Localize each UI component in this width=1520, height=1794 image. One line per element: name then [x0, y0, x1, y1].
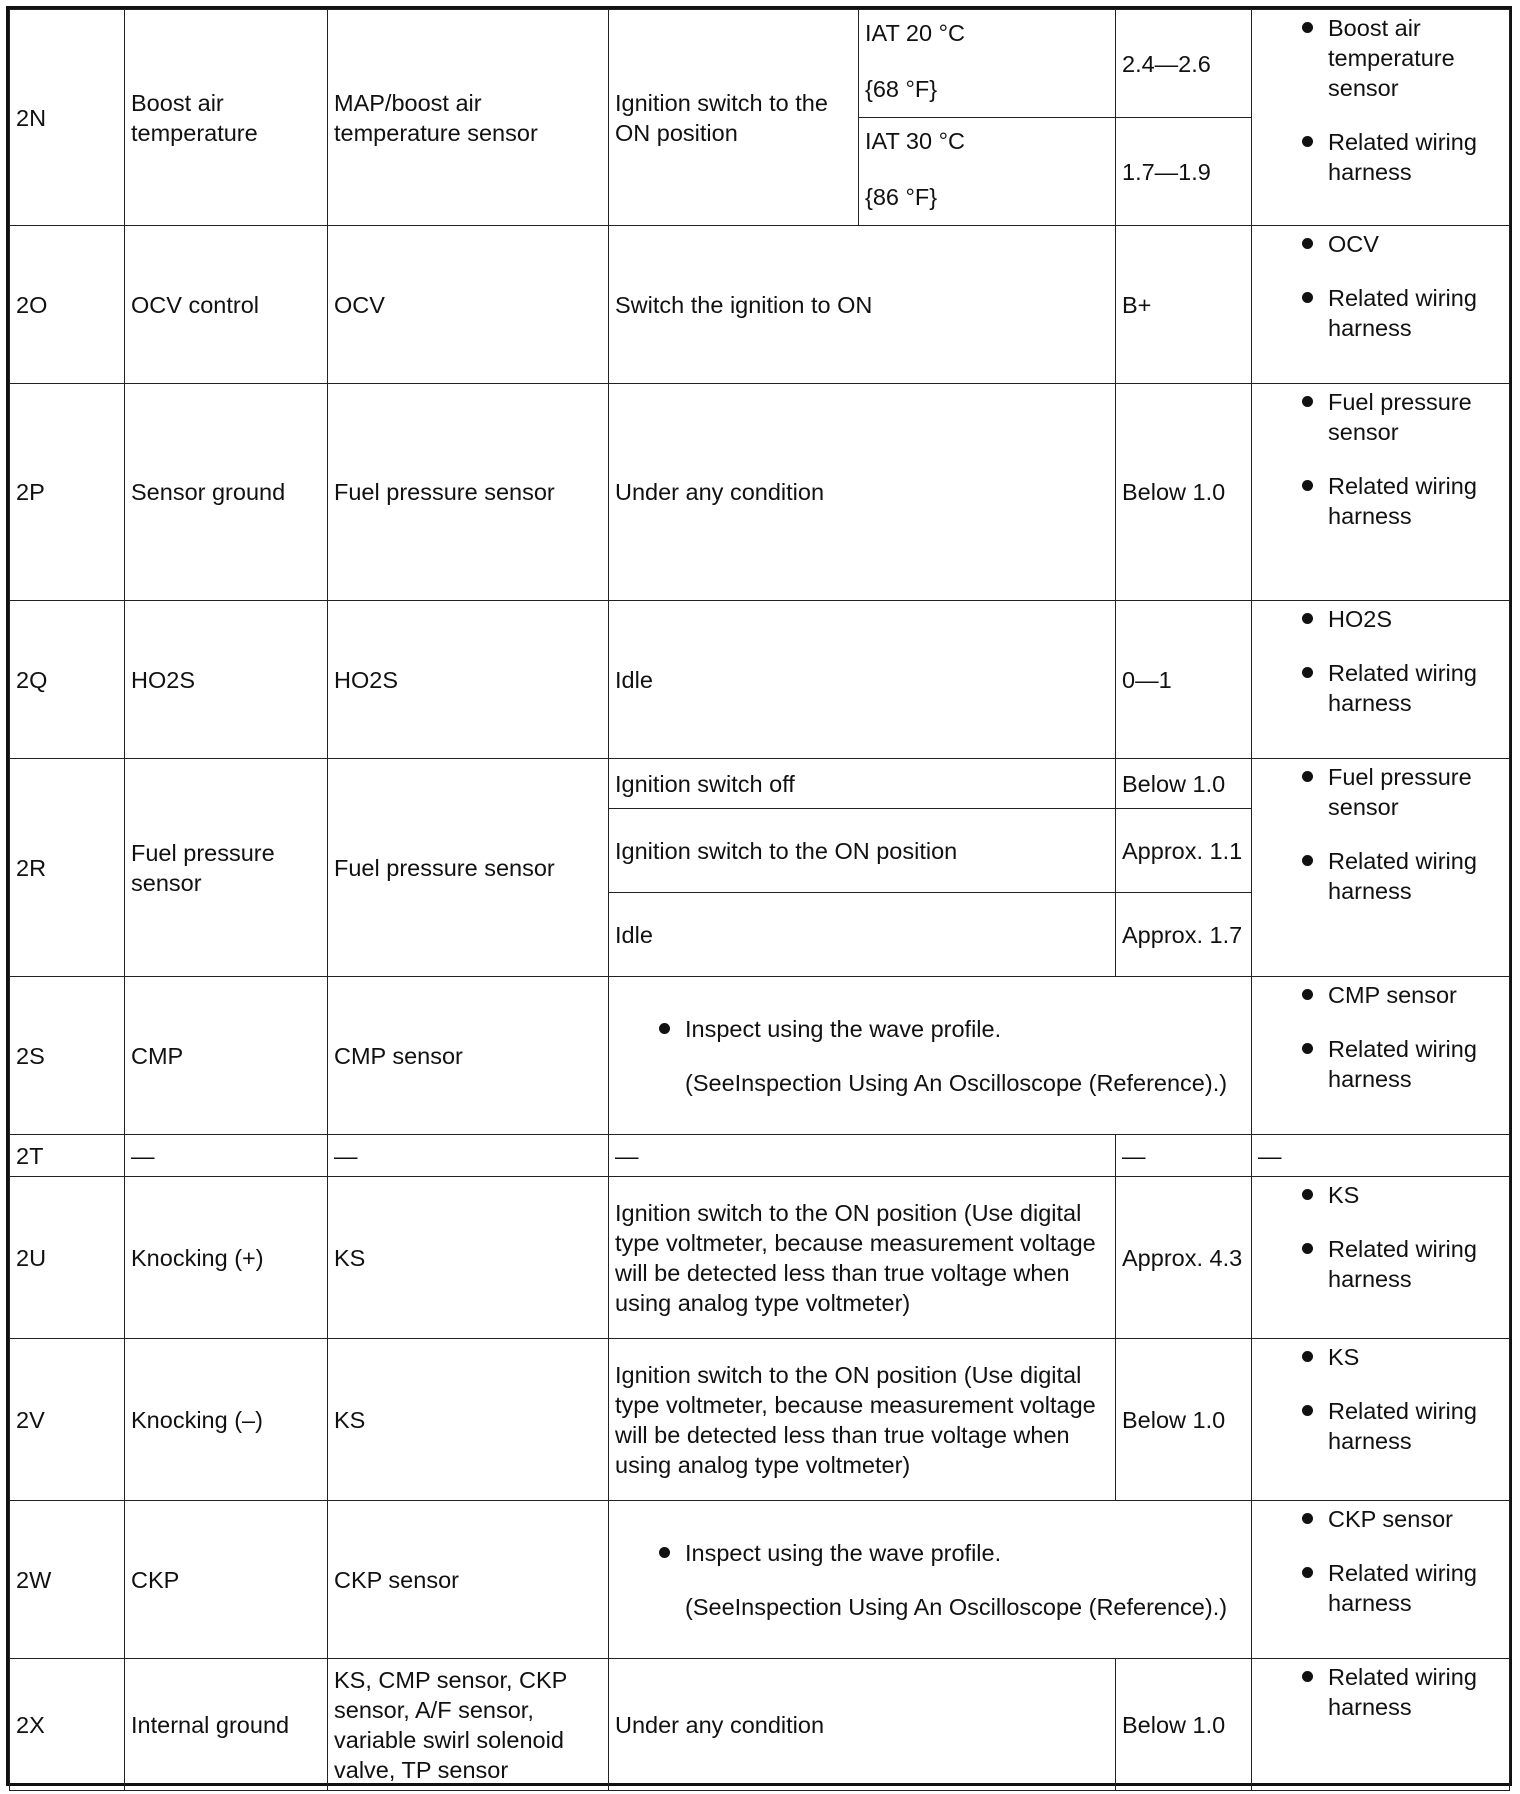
- terminal-cell: 2V: [10, 1339, 125, 1501]
- sub-condition-line: {86 °F}: [865, 184, 938, 210]
- possible-cause-cell: [1252, 759, 1510, 977]
- inspection-cell: [609, 977, 1252, 1135]
- terminal-cell: 2X: [10, 1659, 125, 1791]
- table-row-2P: [10, 384, 1510, 601]
- terminal-cell: 2O: [10, 226, 125, 384]
- signal-cell: HO2S: [125, 601, 328, 759]
- voltage-cell: Below 1.0: [1116, 384, 1252, 601]
- connected-to-cell: KS: [328, 1339, 609, 1501]
- table-row-2O: [10, 226, 1510, 384]
- signal-cell: —: [125, 1135, 328, 1177]
- inspection-cell: [609, 1501, 1252, 1659]
- signal-cell: Boost air temperature: [125, 10, 328, 226]
- terminal-cell: 2P: [10, 384, 125, 601]
- table-row-2V: [10, 1339, 1510, 1501]
- signal-cell: CMP: [125, 977, 328, 1135]
- table-row-2W: [10, 1501, 1510, 1659]
- voltage-cell: Approx. 1.7: [1116, 893, 1252, 977]
- condition-cell: Ignition switch to the ON position (Use digital type voltmeter, because measurement voltage will be detected less than true voltage when using analog type voltmeter): [609, 1339, 1116, 1501]
- voltage-cell: 2.4—2.6: [1116, 10, 1252, 118]
- voltage-cell: —: [1116, 1135, 1252, 1177]
- possible-cause-item: Related wiring harness: [1258, 846, 1503, 906]
- bullet-icon: [659, 1547, 670, 1558]
- possible-cause-item: Fuel pressure sensor: [1258, 762, 1503, 822]
- possible-cause-cell: [1252, 1339, 1510, 1501]
- terminal-cell: 2S: [10, 977, 125, 1135]
- voltage-cell: 0—1: [1116, 601, 1252, 759]
- possible-cause-item: CKP sensor: [1258, 1504, 1503, 1534]
- table-row-2T: [10, 1135, 1510, 1177]
- terminal-voltage-table: [9, 9, 1510, 1791]
- signal-cell: Internal ground: [125, 1659, 328, 1791]
- terminal-cell: 2W: [10, 1501, 125, 1659]
- possible-cause-item: Related wiring harness: [1258, 1558, 1503, 1618]
- condition-cell: Under any condition: [609, 1659, 1116, 1791]
- connected-to-cell: OCV: [328, 226, 609, 384]
- signal-cell: OCV control: [125, 226, 328, 384]
- possible-cause-cell: [1252, 1659, 1510, 1791]
- voltage-cell: Below 1.0: [1116, 1659, 1252, 1791]
- possible-cause-item: HO2S: [1258, 604, 1503, 634]
- connected-to-cell: Fuel pressure sensor: [328, 759, 609, 977]
- possible-cause-item: CMP sensor: [1258, 980, 1503, 1010]
- condition-cell: Ignition switch to the ON position: [609, 809, 1116, 893]
- possible-cause-item: Related wiring harness: [1258, 1034, 1503, 1094]
- possible-cause-item: Related wiring harness: [1258, 1396, 1503, 1456]
- terminal-cell: 2U: [10, 1177, 125, 1339]
- possible-cause-item: Related wiring harness: [1258, 1234, 1503, 1294]
- possible-cause-cell: —: [1252, 1135, 1510, 1177]
- possible-cause-item: Fuel pressure sensor: [1258, 387, 1503, 447]
- signal-cell: Knocking (+): [125, 1177, 328, 1339]
- possible-cause-item: KS: [1258, 1342, 1503, 1372]
- signal-cell: Sensor ground: [125, 384, 328, 601]
- terminal-cell: 2R: [10, 759, 125, 977]
- voltage-cell: Approx. 4.3: [1116, 1177, 1252, 1339]
- voltage-cell: Below 1.0: [1116, 759, 1252, 809]
- inspection-note: [615, 1014, 1245, 1098]
- inspection-text: Inspect using the wave profile.: [685, 1539, 1002, 1566]
- connected-to-cell: CKP sensor: [328, 1501, 609, 1659]
- possible-cause-cell: [1252, 977, 1510, 1135]
- possible-cause-item: Related wiring harness: [1258, 471, 1503, 531]
- reference-link[interactable]: (SeeInspection Using An Oscilloscope (Reference).): [685, 1593, 1228, 1620]
- connected-to-cell: HO2S: [328, 601, 609, 759]
- table-row-2N: [10, 10, 1510, 118]
- connected-to-cell: MAP/boost air temperature sensor: [328, 10, 609, 226]
- connected-to-cell: Fuel pressure sensor: [328, 384, 609, 601]
- table-row-2R: [10, 759, 1510, 809]
- possible-cause-item: KS: [1258, 1180, 1503, 1210]
- condition-cell: Switch the ignition to ON: [609, 226, 1116, 384]
- terminal-cell: 2T: [10, 1135, 125, 1177]
- table-row-2U: [10, 1177, 1510, 1339]
- possible-cause-cell: [1252, 10, 1510, 226]
- terminal-cell: 2Q: [10, 601, 125, 759]
- possible-cause-cell: [1252, 226, 1510, 384]
- possible-cause-cell: [1252, 1177, 1510, 1339]
- possible-cause-item: Related wiring harness: [1258, 1662, 1503, 1722]
- sub-condition-cell: [859, 118, 1116, 226]
- bullet-icon: [659, 1023, 670, 1034]
- condition-cell: Idle: [609, 893, 1116, 977]
- signal-cell: CKP: [125, 1501, 328, 1659]
- possible-cause-cell: [1252, 384, 1510, 601]
- table-row-2Q: [10, 601, 1510, 759]
- connected-to-cell: KS: [328, 1177, 609, 1339]
- connected-to-cell: KS, CMP sensor, CKP sensor, A/F sensor, variable swirl solenoid valve, TP sensor: [328, 1659, 609, 1791]
- terminal-cell: 2N: [10, 10, 125, 226]
- condition-cell: Under any condition: [609, 384, 1116, 601]
- possible-cause-item: Boost air temperature sensor: [1258, 13, 1503, 103]
- signal-cell: Fuel pressure sensor: [125, 759, 328, 977]
- possible-cause-cell: [1252, 1501, 1510, 1659]
- table-row-2S: [10, 977, 1510, 1135]
- possible-cause-item: Related wiring harness: [1258, 127, 1503, 187]
- inspection-text: Inspect using the wave profile.: [685, 1015, 1002, 1042]
- table-row-2X: [10, 1659, 1510, 1791]
- possible-cause-item: Related wiring harness: [1258, 658, 1503, 718]
- condition-cell: Ignition switch off: [609, 759, 1116, 809]
- possible-cause-item: Related wiring harness: [1258, 283, 1503, 343]
- voltage-cell: Below 1.0: [1116, 1339, 1252, 1501]
- condition-cell: Idle: [609, 601, 1116, 759]
- connected-to-cell: CMP sensor: [328, 977, 609, 1135]
- sub-condition-line: IAT 30 °C: [865, 128, 965, 154]
- condition-cell: Ignition switch to the ON position (Use digital type voltmeter, because measurement voltage will be detected less than true voltage when using analog type voltmeter): [609, 1177, 1116, 1339]
- voltage-cell: B+: [1116, 226, 1252, 384]
- sub-condition-line: IAT 20 °C: [865, 20, 965, 46]
- possible-cause-item: OCV: [1258, 229, 1503, 259]
- possible-cause-cell: [1252, 601, 1510, 759]
- sub-condition-cell: [859, 10, 1116, 118]
- signal-cell: Knocking (–): [125, 1339, 328, 1501]
- condition-cell: Ignition switch to the ON position: [609, 10, 859, 226]
- sub-condition-line: {68 °F}: [865, 76, 938, 102]
- terminal-voltage-table-frame: [6, 6, 1512, 1786]
- connected-to-cell: —: [328, 1135, 609, 1177]
- reference-link[interactable]: (SeeInspection Using An Oscilloscope (Reference).): [685, 1069, 1228, 1096]
- inspection-note: [615, 1538, 1245, 1622]
- voltage-cell: Approx. 1.1: [1116, 809, 1252, 893]
- voltage-cell: 1.7—1.9: [1116, 118, 1252, 226]
- condition-cell: —: [609, 1135, 1116, 1177]
